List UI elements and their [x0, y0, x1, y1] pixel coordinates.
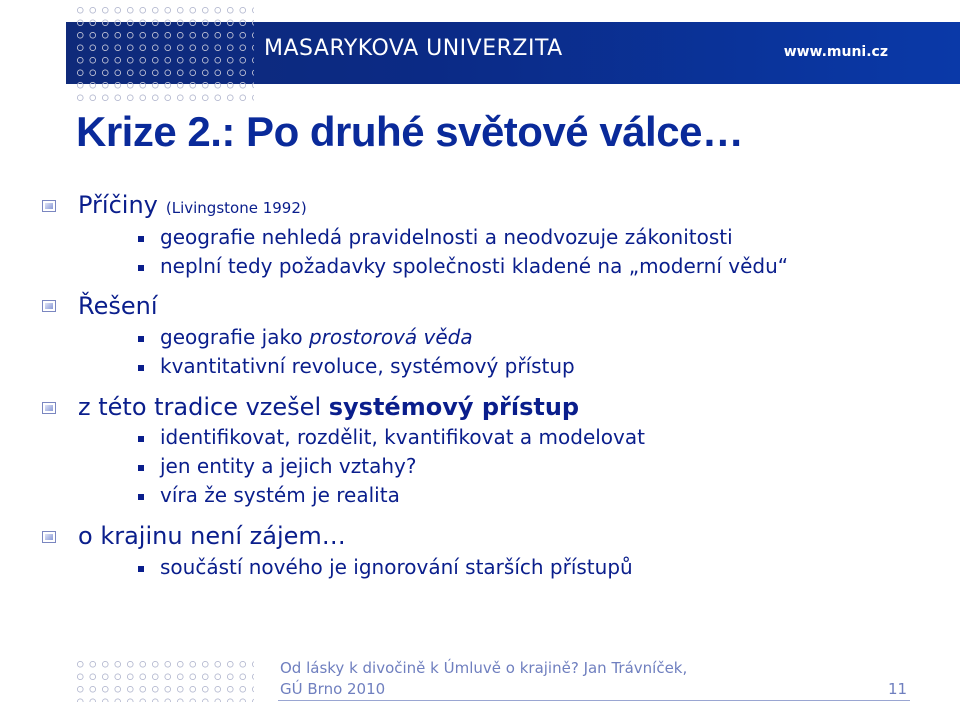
- square-bullet-icon: [138, 566, 144, 572]
- heading-bold: systémový přístup: [328, 393, 580, 421]
- list-item: jen entity a jejich vztahy?: [160, 454, 417, 478]
- list-item: neplní tedy požadavky společnosti kladené na „moderní vědu“: [160, 254, 789, 278]
- university-url[interactable]: www.muni.cz: [783, 44, 888, 60]
- list-item: identifikovat, rozdělit, kvantifikovat a modelovat: [160, 425, 645, 449]
- item-prefix: geografie jako: [160, 325, 309, 349]
- square-bullet-icon: [138, 465, 144, 471]
- footer-line-1: Od lásky k divočině k Úmluvě o krajině? Jan Trávníček,: [280, 659, 688, 677]
- list-item: víra že systém je realita: [160, 483, 400, 507]
- header: [0, 0, 960, 108]
- bullet-icon: [42, 402, 56, 414]
- page-number: 11: [888, 680, 908, 698]
- section-heading: [78, 393, 579, 421]
- footer-line-2: GÚ Brno 2010: [280, 680, 386, 698]
- bullet-icon: [42, 300, 56, 312]
- item-emphasis: prostorová věda: [308, 325, 473, 349]
- list-item: geografie nehledá pravidelnosti a neodvozuje zákonitosti: [160, 225, 733, 249]
- square-bullet-icon: [138, 365, 144, 371]
- header-dot-pattern: [74, 4, 254, 104]
- square-bullet-icon: [138, 236, 144, 242]
- university-name: MASARYKOVA UNIVERZITA: [264, 36, 563, 61]
- bullet-icon: [42, 200, 56, 212]
- section-heading: o krajinu není zájem…: [78, 522, 346, 550]
- section-heading: [78, 191, 307, 219]
- list-item: kvantitativní revoluce, systémový přístup: [160, 354, 575, 378]
- heading-prefix: z této tradice vzešel: [78, 393, 329, 421]
- square-bullet-icon: [138, 336, 144, 342]
- citation-note: (Livingstone 1992): [165, 199, 307, 217]
- square-bullet-icon: [138, 265, 144, 271]
- slide-title: Krize 2.: Po druhé světové válce…: [76, 108, 744, 155]
- footer-divider: [278, 700, 910, 701]
- bullet-icon: [42, 531, 56, 543]
- heading-text: Příčiny: [78, 191, 158, 219]
- section-heading: Řešení: [78, 292, 158, 320]
- list-item: součástí nového je ignorování starších přístupů: [160, 555, 633, 579]
- footer-dot-pattern: [74, 658, 254, 702]
- list-item: [160, 325, 473, 349]
- square-bullet-icon: [138, 436, 144, 442]
- square-bullet-icon: [138, 494, 144, 500]
